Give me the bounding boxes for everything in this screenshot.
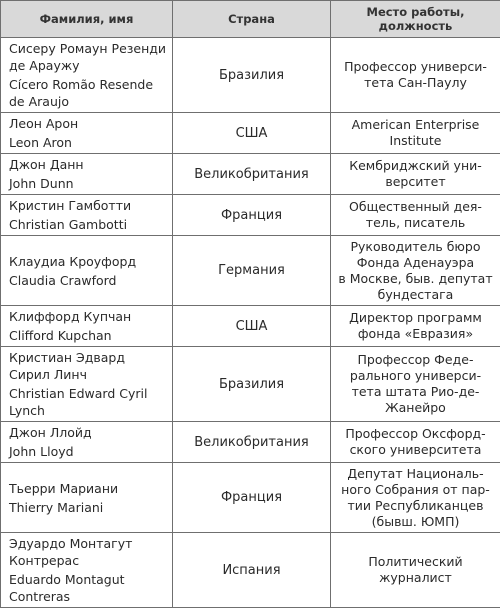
- workplace-cell: [331, 306, 500, 347]
- person-name-latin: John Dunn: [9, 175, 168, 192]
- workplace-line: Фонда Аденауэра: [335, 255, 496, 271]
- person-name-latin: Cícero Romão Resende de Araujo: [9, 76, 168, 110]
- workplace-line: Профессор Оксфорд-: [335, 426, 496, 442]
- workplace-line: American Enterprise: [335, 117, 496, 133]
- person-name-cyrillic: Кристин Гамботти: [9, 197, 168, 214]
- header-place-line: Место работы,: [331, 5, 500, 19]
- workplace-line: Политический: [335, 554, 496, 570]
- header-country: Страна: [173, 1, 331, 38]
- workplace-line: Жанейро: [335, 400, 496, 416]
- workplace-cell: [331, 236, 500, 306]
- workplace-line: верситет: [335, 174, 496, 190]
- workplace-cell: [331, 533, 500, 608]
- workplace-line: Профессор Феде-: [335, 352, 496, 368]
- country-cell: Франция: [173, 195, 331, 236]
- workplace-line: журналист: [335, 570, 496, 586]
- person-name-cell: [1, 533, 173, 608]
- person-name-cyrillic: Джон Данн: [9, 156, 168, 173]
- person-name-cell: [1, 195, 173, 236]
- workplace-cell: [331, 195, 500, 236]
- country-cell: Испания: [173, 533, 331, 608]
- table-row: [1, 38, 500, 113]
- workplace-line: тель, писатель: [335, 215, 496, 231]
- workplace-line: (бывш. ЮМП): [335, 514, 496, 530]
- person-name-latin: John Lloyd: [9, 443, 168, 460]
- country-cell: Великобритания: [173, 422, 331, 463]
- country-cell: Бразилия: [173, 347, 331, 422]
- workplace-line: фонда «Евразия»: [335, 326, 496, 342]
- workplace-line: Общественный дея-: [335, 199, 496, 215]
- person-name-cyrillic: Эдуардо Монтагут Контрерас: [9, 535, 168, 569]
- person-name-cyrillic: Клаудиа Кроуфорд: [9, 253, 168, 270]
- workplace-line: Руководитель бюро: [335, 239, 496, 255]
- person-name-cyrillic: Леон Арон: [9, 115, 168, 132]
- table-row: [1, 463, 500, 533]
- header-place-line: должность: [331, 19, 500, 33]
- person-name-cell: [1, 236, 173, 306]
- workplace-line: Кембриджский уни-: [335, 158, 496, 174]
- country-cell: Германия: [173, 236, 331, 306]
- person-name-cell: [1, 463, 173, 533]
- workplace-line: тета штата Рио-де-: [335, 384, 496, 400]
- header-place: [331, 1, 500, 38]
- workplace-cell: [331, 347, 500, 422]
- person-name-cell: [1, 38, 173, 113]
- person-name-latin: Christian Gambotti: [9, 216, 168, 233]
- workplace-line: тета Сан-Паулу: [335, 75, 496, 91]
- workplace-cell: [331, 154, 500, 195]
- workplace-line: в Москве, быв. депутат: [335, 271, 496, 287]
- workplace-line: рального универси-: [335, 368, 496, 384]
- table-body: [1, 38, 500, 608]
- person-name-cyrillic: Клиффорд Купчан: [9, 308, 168, 325]
- table-row: [1, 195, 500, 236]
- table-row: [1, 154, 500, 195]
- person-name-cell: [1, 347, 173, 422]
- person-name-cyrillic: Кристиан Эдвард Сирил Линч: [9, 349, 168, 383]
- table-row: [1, 306, 500, 347]
- country-cell: США: [173, 306, 331, 347]
- workplace-cell: [331, 463, 500, 533]
- person-name-latin: Thierry Mariani: [9, 499, 168, 516]
- workplace-line: ного Собрания от пар-: [335, 482, 496, 498]
- workplace-line: Профессор универси-: [335, 59, 496, 75]
- person-name-cell: [1, 113, 173, 154]
- workplace-line: Директор программ: [335, 310, 496, 326]
- person-name-cell: [1, 154, 173, 195]
- person-name-cyrillic: Сисеру Ромаун Резенди де Араужу: [9, 40, 168, 74]
- country-cell: Великобритания: [173, 154, 331, 195]
- workplace-line: Institute: [335, 133, 496, 149]
- person-name-cyrillic: Джон Ллойд: [9, 424, 168, 441]
- person-name-latin: Leon Aron: [9, 134, 168, 151]
- workplace-line: Депутат Националь-: [335, 466, 496, 482]
- workplace-cell: [331, 113, 500, 154]
- table-row: [1, 533, 500, 608]
- workplace-line: бундестага: [335, 287, 496, 303]
- country-cell: США: [173, 113, 331, 154]
- person-name-cyrillic: Тьерри Мариани: [9, 480, 168, 497]
- person-name-latin: Christian Edward Cyril Lynch: [9, 385, 168, 419]
- person-name-cell: [1, 306, 173, 347]
- person-name-latin: Eduardo Montagut Contreras: [9, 571, 168, 605]
- header-name: Фамилия, имя: [1, 1, 173, 38]
- person-name-latin: Claudia Crawford: [9, 272, 168, 289]
- table-row: [1, 113, 500, 154]
- workplace-cell: [331, 422, 500, 463]
- person-name-cell: [1, 422, 173, 463]
- workplace-line: ского университета: [335, 442, 496, 458]
- header-row: [1, 1, 500, 38]
- table-row: [1, 236, 500, 306]
- country-cell: Франция: [173, 463, 331, 533]
- person-name-latin: Clifford Kupchan: [9, 327, 168, 344]
- workplace-cell: [331, 38, 500, 113]
- table-row: [1, 422, 500, 463]
- workplace-line: тии Республиканцев: [335, 498, 496, 514]
- table-row: [1, 347, 500, 422]
- country-cell: Бразилия: [173, 38, 331, 113]
